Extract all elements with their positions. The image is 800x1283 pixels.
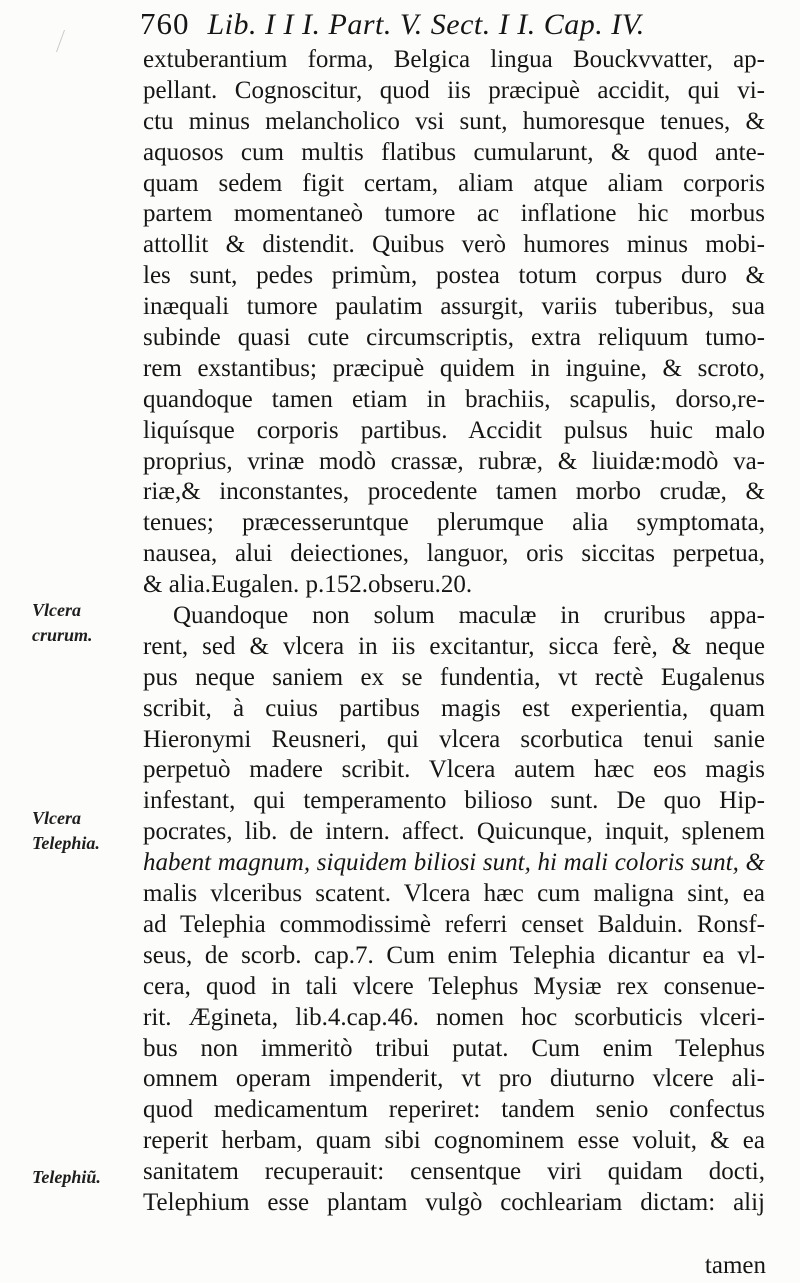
text-line: malis vlceribus scatent. Vlcera hæc cum maligna sint, ea [143,880,765,908]
text-line: rit. Ægineta, lib.4.cap.46. nomen hoc scorbuticis vlceri- [143,1003,765,1031]
text-line: subinde quasi cute circumscriptis, extra reliquum tumo- [143,324,765,352]
text-line: reperit herbam, quam sibi cognominem esse voluit, & ea [143,1127,765,1155]
text-line: rem exstantibus; præcipuè quidem in inguine, & scroto, [143,354,765,382]
text-line: seus, de scorb. cap.7. Cum enim Telephia dicantur ea vl- [143,941,765,969]
marginal-note-line: Vlcera [32,808,81,828]
text-line: nausea, alui deiectiones, languor, oris siccitas perpetua, [143,540,765,568]
text-line: infestant, qui temperamento bilioso sunt. De quo Hip- [143,787,765,815]
margin-ink-mark [56,30,79,52]
marginal-note-vlcera-crurum [32,598,93,648]
marginal-note-line: Telephiũ. [32,1167,101,1187]
text-line: pocrates, lib. de intern. affect. Quicunque, inquit, splenem [143,818,765,846]
text-line: quandoque tamen etiam in brachiis, scapulis, dorso,re- [143,385,765,413]
text-line: inæquali tumore paulatim assurgit, variis tuberibus, sua [143,293,765,321]
text-line: partem momentaneò tumore ac inflatione hic morbus [143,200,765,228]
text-line: scribit, à cuius partibus magis est experientia, quam [143,694,765,722]
text-line: riæ,& inconstantes, procedente tamen morbo crudæ, & [143,478,765,506]
text-line: quod medicamentum reperiret: tandem senio confectus [143,1096,765,1124]
text-line: pus neque saniem ex se fundentia, vt rectè Eugalenus [143,663,765,691]
text-line: ctu minus melancholico vsi sunt, humoresque tenues, & [143,107,765,135]
body-text [143,45,765,1219]
text-line: Telephium esse plantam vulgò cochleariam dictam: alij [143,1188,765,1216]
text-line: cera, quod in tali vlcere Telephus Mysiæ rex consenue- [143,972,765,1000]
text-line: proprius, vrinæ modò crassæ, rubræ, & liuidæ:modò va- [143,447,765,475]
marginal-note-line: crurum. [32,625,93,645]
marginal-note-line: Telephia. [32,833,100,853]
marginal-note-line: Vlcera [32,600,81,620]
text-line: Quandoque non solum maculæ in cruribus appa- [173,602,765,630]
page-number: 760 [140,6,190,41]
text-line: tenues; præcesseruntque plerumque alia symptomata, [143,509,765,537]
text-line: bus non immeritò tribui putat. Cum enim Telephus [143,1034,765,1062]
text-line: liquísque corporis partibus. Accidit pulsus huic malo [143,416,765,444]
text-line: habent magnum, siquidem biliosi sunt, hi mali coloris sunt, & [143,849,765,877]
text-line: aquosos cum multis flatibus cumularunt, & quod ante- [143,138,765,166]
text-line: quam sedem figit certam, aliam atque aliam corporis [143,169,765,197]
text-line: ad Telephia commodissimè referri censet Balduin. Ronsf- [143,910,765,938]
text-line: attollit & distendit. Quibus verò humores minus mobi- [143,231,765,259]
text-line: les sunt, pedes primùm, postea totum corpus duro & [143,262,765,290]
text-line: extuberantium forma, Belgica lingua Bouckvvatter, ap- [143,46,765,73]
text-line: omnem operam impenderit, vt pro diuturno vlcere ali- [143,1065,765,1093]
running-head: Lib. I I I. Part. V. Sect. I I. Cap. IV. [207,8,645,41]
text-line: rent, sed & vlcera in iis excitantur, sicca ferè, & neque [143,632,765,660]
marginal-note-telephium [32,1165,101,1190]
catchword: tamen [704,1252,766,1279]
text-line: Hieronymi Reusneri, qui vlcera scorbutica tenui sanie [143,725,765,753]
page-header [140,6,780,46]
marginal-note-vlcera-telephia [32,806,100,856]
text-line: sanitatem recuperauit: censentque viri quidam docti, [143,1158,765,1186]
text-line: pellant. Cognoscitur, quod iis præcipuè accidit, qui vi- [143,76,765,104]
text-line: & alia.Eugalen. p.152.obseru.20. [143,571,473,599]
text-line: perpetuò madere scribit. Vlcera autem hæc eos magis [143,756,765,784]
